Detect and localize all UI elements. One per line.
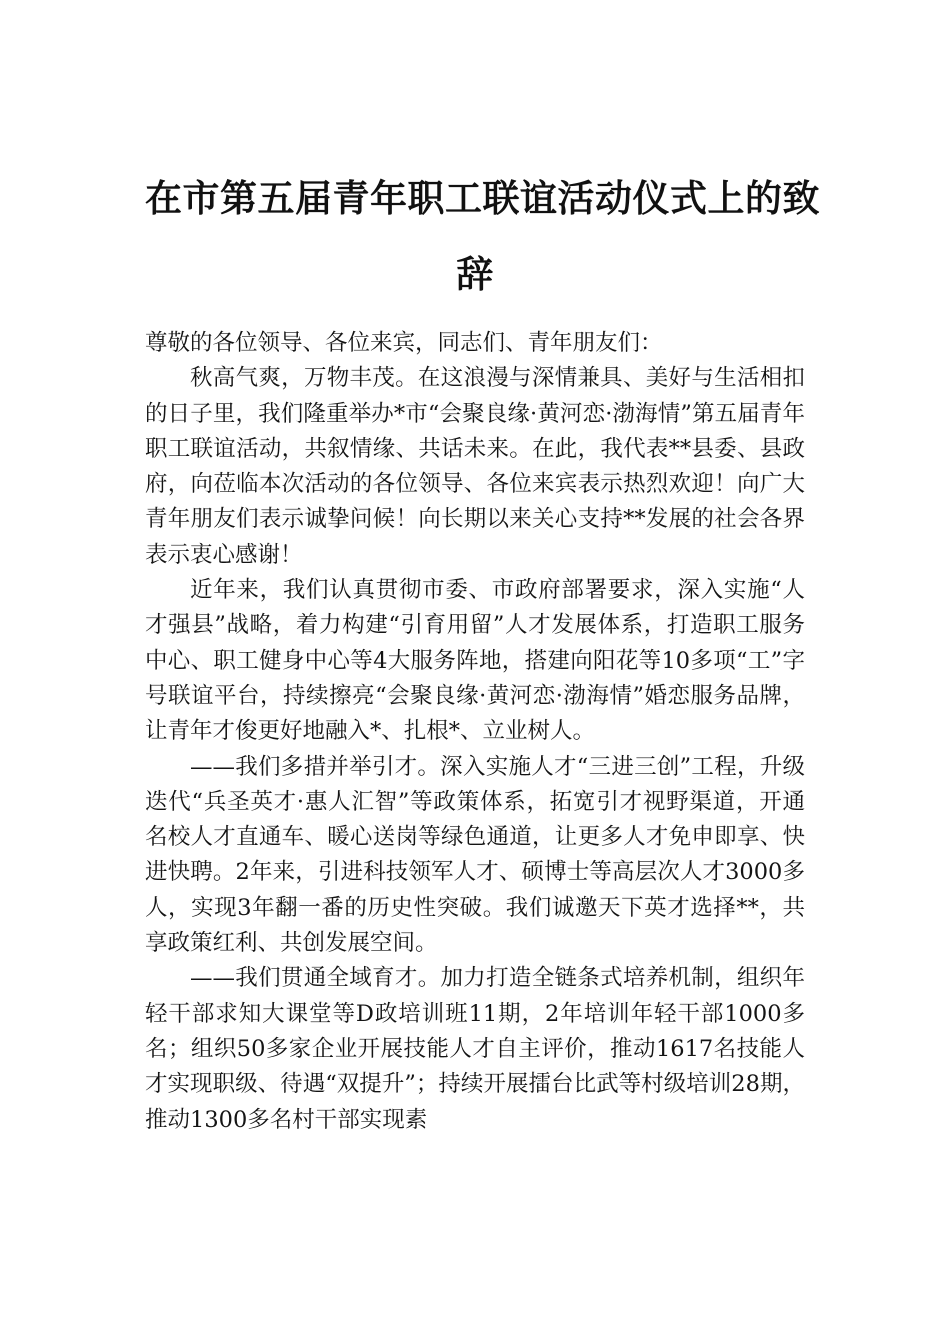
document-title xyxy=(145,160,820,312)
title-line-1: 在市第五届青年职工联谊活动仪式上的致 xyxy=(145,176,820,220)
paragraph-attract-talent: ——我们多措并举引才。深入实施人才“三进三创”工程，升级迭代“兵圣英才·惠人汇智”等政策体系，拓宽引才视野渠道，开通名校人才直通车、暖心送岗等绿色通道，让更多人才免申即享、快进快聘。2年来，引进科技领军人才、硕博士等高层次人才3000多人，实现3年翻一番的历史性突破。我们诚邀天下英才选择**，共享政策红利、共创发展空间。 xyxy=(145,753,805,957)
title-line-2: 辞 xyxy=(456,252,494,296)
paragraph-cultivate-talent: ——我们贯通全域育才。加力打造全链条式培养机制，组织年轻干部求知大课堂等D政培训班11期，2年培训年轻干部1000多名；组织50多家企业开展技能人才自主评价，推动1617名技能人才实现职级、待遇“双提升”；持续开展擂台比武等村级培训28期，推动1300多名村干部实现素 xyxy=(145,965,805,1133)
paragraph-opening: 秋高气爽，万物丰茂。在这浪漫与深情兼具、美好与生活相扣的日子里，我们隆重举办*市“会聚良缘·黄河恋·渤海情”第五届青年职工联谊活动，共叙情缘、共话未来。在此，我代表**县委、县政府，向莅临本次活动的各位领导、各位来宾表示热烈欢迎！向广大青年朋友们表示诚挚问候！向长期以来关心支持**发展的社会各界表示衷心感谢！ xyxy=(145,365,805,568)
paragraph-overview: 近年来，我们认真贯彻市委、市政府部署要求，深入实施“人才强县”战略，着力构建“引育用留”人才发展体系，打造职工服务中心、职工健身中心等4大服务阵地，搭建向阳花等10多项“工”字号联谊平台，持续擦亮“会聚良缘·黄河恋·渤海情”婚恋服务品牌，让青年才俊更好地融入*、扎根*、立业树人。 xyxy=(145,577,805,745)
salutation: 尊敬的各位领导、各位来宾，同志们、青年朋友们： xyxy=(145,330,663,356)
document-body xyxy=(145,326,805,1138)
